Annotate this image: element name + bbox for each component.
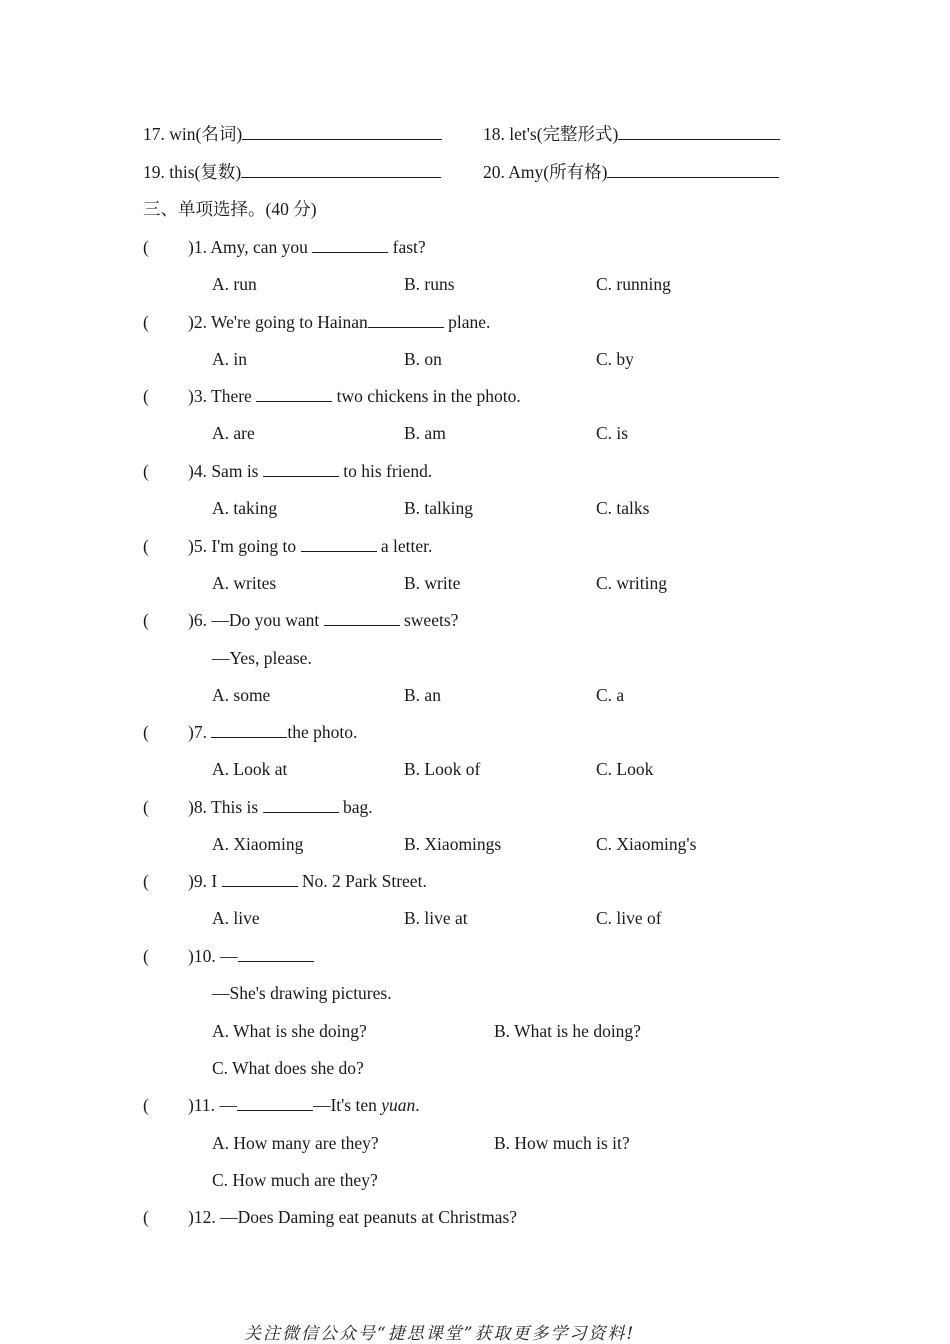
option-b[interactable]: B. runs <box>404 274 455 294</box>
answer-blank[interactable] <box>618 123 780 140</box>
answer-paren[interactable]: ( <box>143 797 149 817</box>
answer-paren[interactable]: ( <box>143 461 149 481</box>
answer-paren[interactable]: ( <box>143 312 149 332</box>
option-b[interactable]: B. Xiaomings <box>404 834 502 854</box>
option-b[interactable]: B. How much is it? <box>494 1133 630 1153</box>
option-b[interactable]: B. write <box>404 573 461 593</box>
option-b[interactable]: B. Look of <box>404 759 481 779</box>
word-form-18: 18. let's(完整形式) <box>483 123 780 145</box>
question-stem: )5. I'm going to a letter. <box>188 536 433 556</box>
option-c[interactable]: C. How much are they? <box>212 1170 378 1190</box>
answer-blank[interactable] <box>607 161 779 178</box>
option-a[interactable]: A. in <box>212 349 247 369</box>
answer-paren[interactable]: ( <box>143 237 149 257</box>
option-c[interactable]: C. live of <box>596 908 662 928</box>
question-blank <box>237 1094 313 1111</box>
answer-blank[interactable] <box>242 123 442 140</box>
option-b[interactable]: B. am <box>404 423 446 443</box>
option-c[interactable]: C. Look <box>596 759 654 779</box>
question-blank <box>238 945 314 962</box>
answer-paren[interactable]: ( <box>143 610 149 630</box>
question-stem: )2. We're going to Hainan plane. <box>188 312 491 332</box>
question-blank <box>211 721 287 738</box>
question-stem: )6. —Do you want sweets? <box>188 610 459 630</box>
question-blank <box>263 460 339 477</box>
footer-watermark-text: 关注微信公众号“捷思课堂”获取更多学习资料! <box>244 1324 636 1344</box>
option-a[interactable]: A. Xiaoming <box>212 834 304 854</box>
answer-paren[interactable]: ( <box>143 1207 149 1227</box>
option-a[interactable]: A. run <box>212 274 257 294</box>
option-a[interactable]: A. writes <box>212 573 277 593</box>
answer-paren[interactable]: ( <box>143 722 149 742</box>
question-stem: )9. I No. 2 Park Street. <box>188 871 427 891</box>
option-a[interactable]: A. How many are they? <box>212 1133 379 1153</box>
option-a[interactable]: A. What is she doing? <box>212 1021 367 1041</box>
section-title: 三、单项选择。(40 分) <box>143 199 317 219</box>
option-c[interactable]: C. is <box>596 423 629 443</box>
option-a[interactable]: A. are <box>212 423 255 443</box>
question-blank <box>263 796 339 813</box>
option-c[interactable]: C. a <box>596 685 625 705</box>
word-form-17: 17. win(名词) <box>143 123 442 145</box>
answer-blank[interactable] <box>241 161 441 178</box>
option-b[interactable]: B. on <box>404 349 442 369</box>
answer-paren[interactable]: ( <box>143 386 149 406</box>
answer-paren[interactable]: ( <box>143 536 149 556</box>
option-a[interactable]: A. some <box>212 685 271 705</box>
question-stem: )12. —Does Daming eat peanuts at Christmas? <box>188 1207 518 1227</box>
question-stem: )10. — <box>188 945 314 967</box>
question-stem: )1. Amy, can you fast? <box>188 237 426 257</box>
option-b[interactable]: B. live at <box>404 908 468 928</box>
question-blank <box>324 609 400 626</box>
question-stem: )11. — —It's ten yuan. <box>188 1095 420 1115</box>
question-stem: )4. Sam is to his friend. <box>188 461 433 481</box>
option-b[interactable]: B. talking <box>404 498 474 518</box>
question-blank <box>368 311 444 328</box>
option-a[interactable]: A. taking <box>212 498 278 518</box>
answer-paren[interactable]: ( <box>143 1095 149 1115</box>
question-blank <box>222 870 298 887</box>
option-c[interactable]: C. writing <box>596 573 667 593</box>
answer-paren[interactable]: ( <box>143 946 149 966</box>
word-form-19: 19. this(复数) <box>143 161 441 183</box>
dialog-reply: —Yes, please. <box>212 648 312 668</box>
option-c[interactable]: C. by <box>596 349 634 369</box>
question-stem: )8. This is bag. <box>188 797 373 817</box>
option-c[interactable]: C. talks <box>596 498 650 518</box>
option-c[interactable]: C. running <box>596 274 671 294</box>
option-c[interactable]: C. What does she do? <box>212 1058 364 1078</box>
option-b[interactable]: B. What is he doing? <box>494 1021 641 1041</box>
dialog-reply: —She's drawing pictures. <box>212 983 392 1003</box>
word-form-20: 20. Amy(所有格) <box>483 161 779 183</box>
question-blank <box>256 385 332 402</box>
question-stem: )7. the photo. <box>188 722 358 742</box>
question-stem: )3. There two chickens in the photo. <box>188 386 521 406</box>
option-a[interactable]: A. live <box>212 908 260 928</box>
answer-paren[interactable]: ( <box>143 871 149 891</box>
question-blank <box>301 535 377 552</box>
option-c[interactable]: C. Xiaoming's <box>596 834 697 854</box>
question-blank <box>312 236 388 253</box>
option-b[interactable]: B. an <box>404 685 441 705</box>
option-a[interactable]: A. Look at <box>212 759 288 779</box>
